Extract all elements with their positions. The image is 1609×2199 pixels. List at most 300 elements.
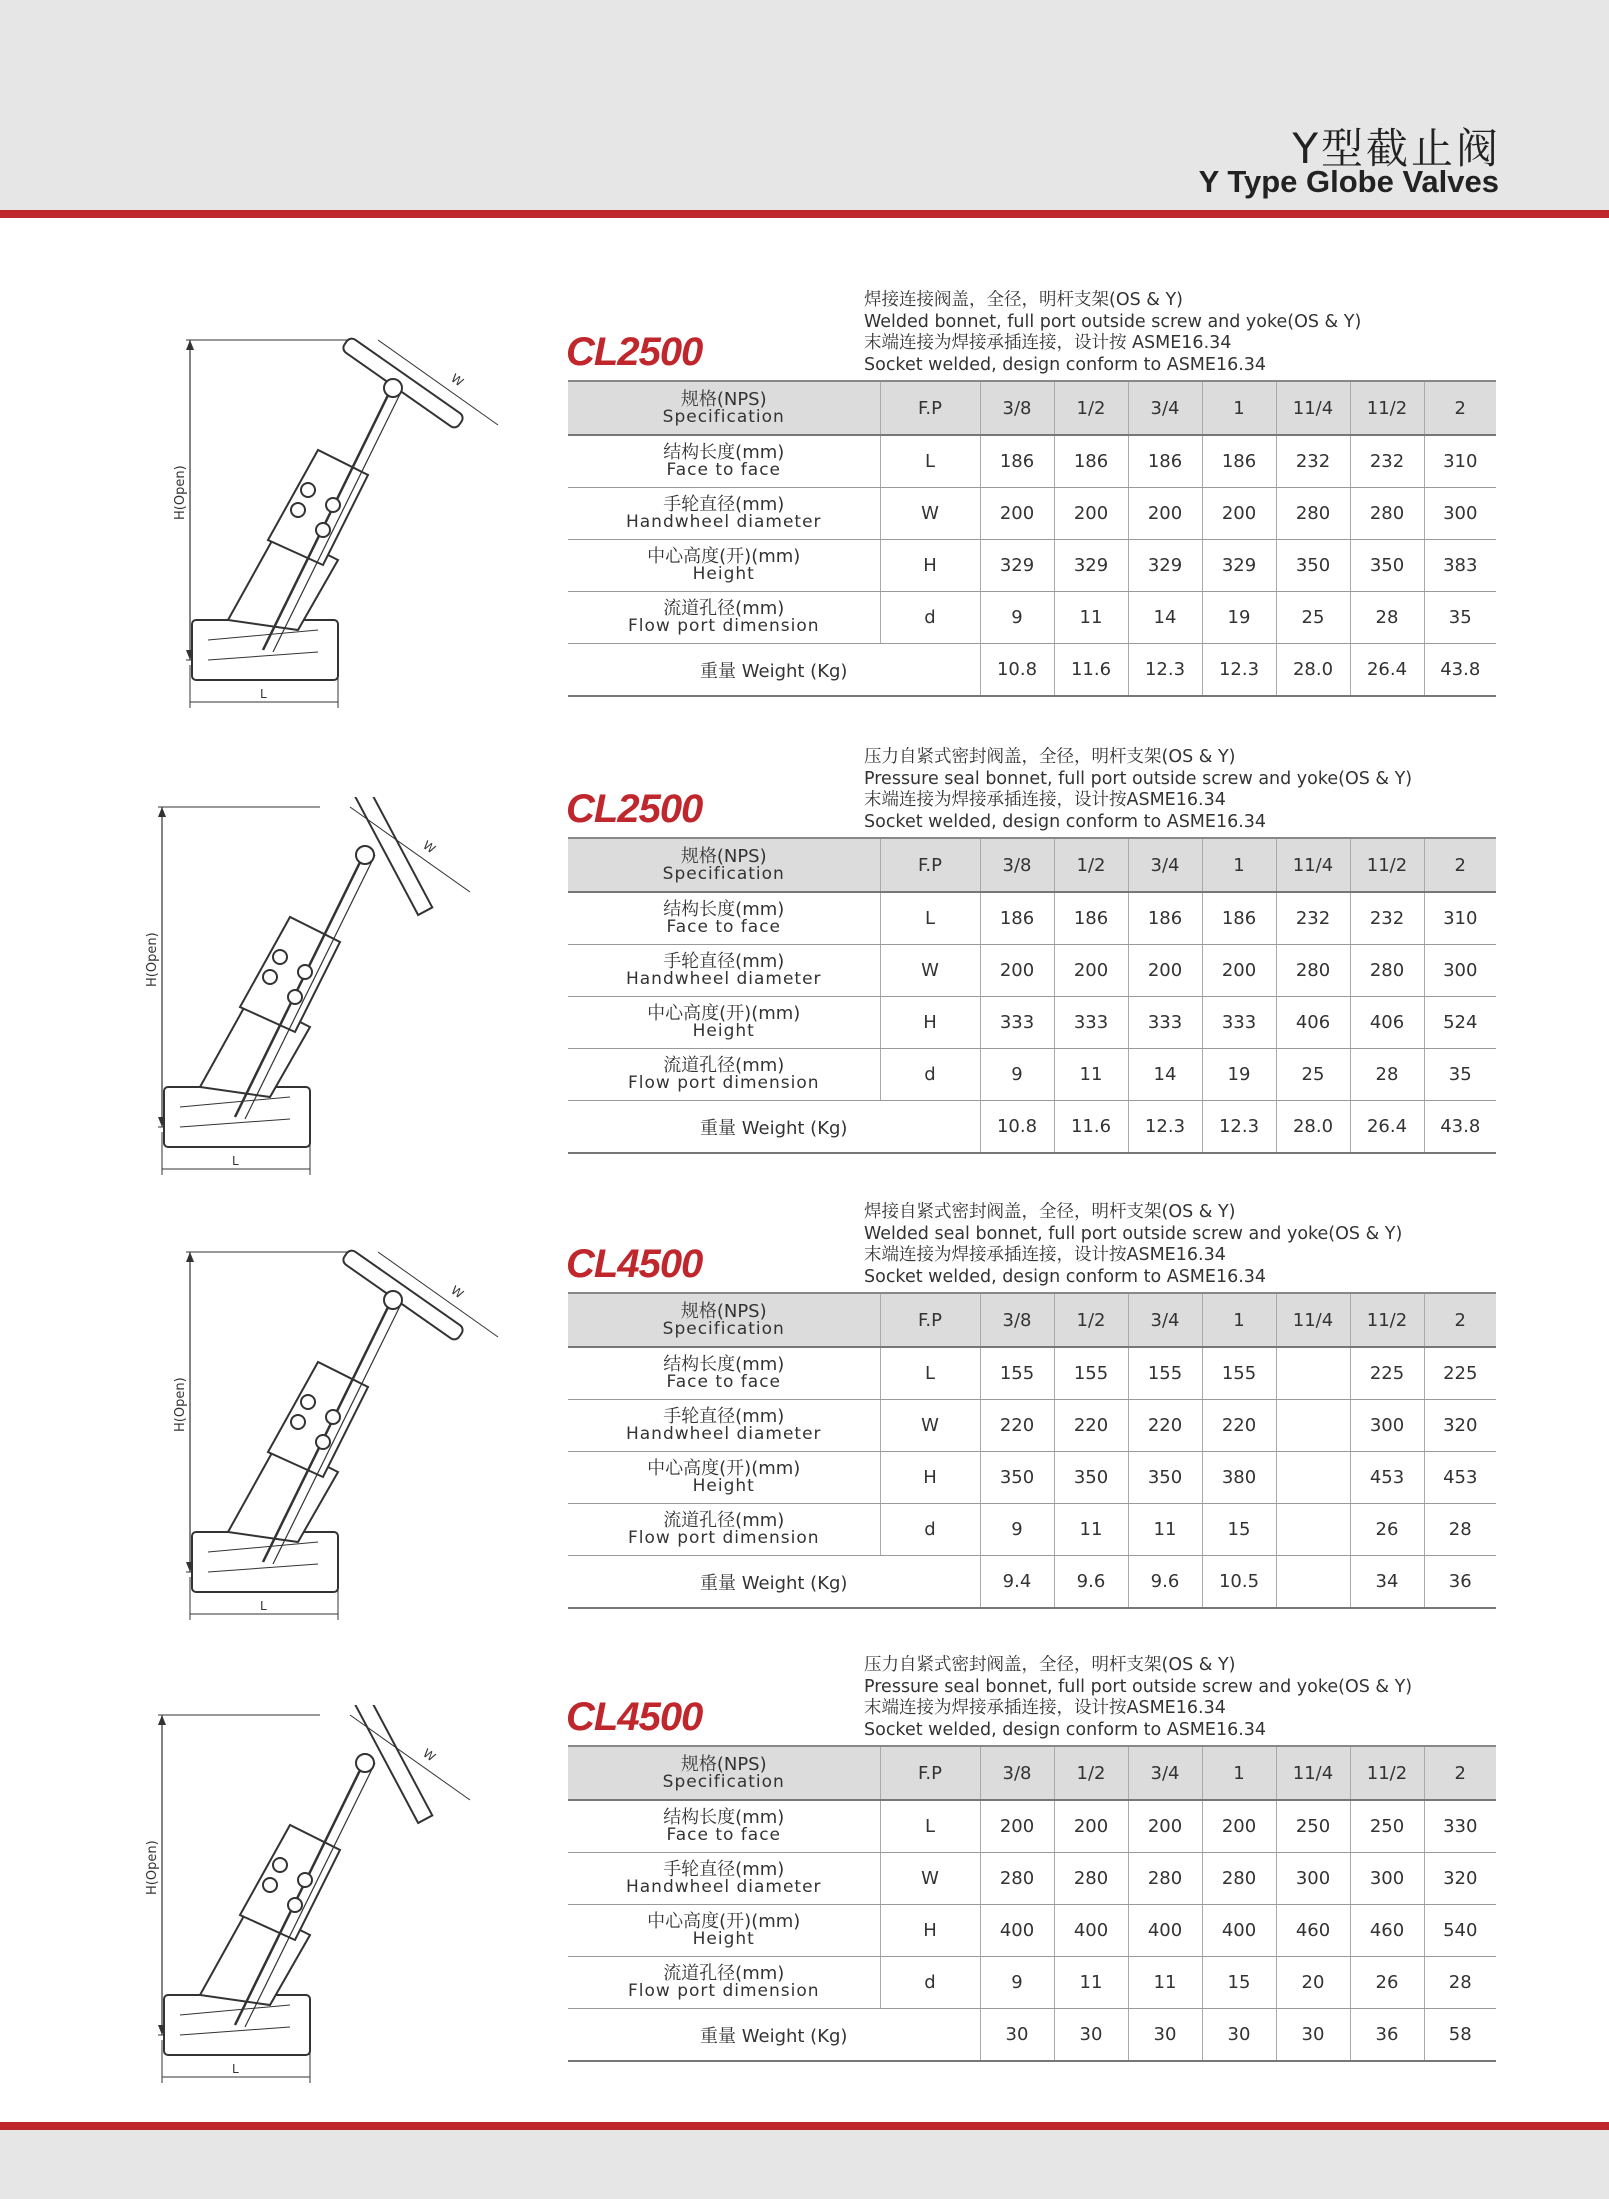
- row-label-cn: 中心高度(开)(mm): [647, 546, 801, 567]
- bonnet-bolt: [301, 1395, 315, 1409]
- row-symbol: H: [880, 1452, 980, 1504]
- table-cell: 11: [1054, 1049, 1128, 1101]
- table-cell: 15: [1202, 1957, 1276, 2009]
- table-cell: 30: [1202, 2009, 1276, 2062]
- row-weight: [568, 1556, 1496, 1609]
- height-arrow-top: [186, 1252, 194, 1262]
- row-label: [568, 1049, 880, 1101]
- row-symbol: H: [880, 1905, 980, 1957]
- table-cell: 30: [1054, 2009, 1128, 2062]
- table-cell: 30: [980, 2009, 1054, 2062]
- table-cell: 34: [1350, 1556, 1424, 1609]
- size-header: 2: [1424, 1746, 1496, 1800]
- height-dimension-label: H(Open): [173, 465, 188, 520]
- row-label-cn: 手轮直径(mm): [663, 1859, 785, 1880]
- row-label-cn: 流道孔径(mm): [663, 598, 785, 619]
- row-label-en: Height: [692, 1929, 755, 1949]
- table-cell: 9: [980, 592, 1054, 644]
- table-cell: 35: [1424, 1049, 1496, 1101]
- table-cell: 400: [1054, 1905, 1128, 1957]
- size-header: 3/4: [1128, 838, 1202, 892]
- bonnet-bolt: [263, 1878, 277, 1892]
- width-dimension-label: W: [448, 370, 467, 390]
- table-cell: 280: [1276, 945, 1350, 997]
- table-cell: 155: [1128, 1347, 1202, 1400]
- table-cell: 250: [1350, 1800, 1424, 1853]
- row-symbol: d: [880, 592, 980, 644]
- bonnet-bolt: [298, 1873, 312, 1887]
- row-label: [568, 1504, 880, 1556]
- length-dimension-label: L: [260, 687, 267, 701]
- spec-header-row: [568, 838, 1496, 892]
- table-cell: 220: [1128, 1400, 1202, 1452]
- table-cell: 155: [1202, 1347, 1276, 1400]
- size-header: 2: [1424, 1293, 1496, 1347]
- valve-drawing: [140, 1705, 540, 2089]
- size-header: 1/2: [1054, 1293, 1128, 1347]
- table-cell: [1276, 1400, 1350, 1452]
- row-flow-port: [568, 1049, 1496, 1101]
- table-cell: 20: [1276, 1957, 1350, 2009]
- row-handwheel-diameter: [568, 945, 1496, 997]
- row-label: [568, 1452, 880, 1504]
- table-cell: 36: [1424, 1556, 1496, 1609]
- table-cell: 330: [1424, 1800, 1496, 1853]
- table-cell: [1276, 1452, 1350, 1504]
- table-cell: [1276, 1504, 1350, 1556]
- table-cell: 9: [980, 1049, 1054, 1101]
- table-cell: 300: [1424, 945, 1496, 997]
- row-height: [568, 1905, 1496, 1957]
- table-cell: 280: [1054, 1853, 1128, 1905]
- table-cell: 26: [1350, 1504, 1424, 1556]
- table-cell: 200: [980, 488, 1054, 540]
- spec-header-row: [568, 1293, 1496, 1347]
- row-symbol: H: [880, 997, 980, 1049]
- size-header: 3/8: [980, 1746, 1054, 1800]
- row-symbol: L: [880, 1347, 980, 1400]
- row-symbol: H: [880, 540, 980, 592]
- row-label-en: Face to face: [666, 1372, 782, 1392]
- desc-line-cn2: 末端连接为焊接承插连接，设计按 ASME16.34: [864, 333, 1232, 353]
- spec-label-en: Specification: [662, 1318, 785, 1339]
- table-cell: 28: [1424, 1957, 1496, 2009]
- valve-drawing: [168, 1242, 568, 1626]
- bonnet-bolt: [326, 498, 340, 512]
- weight-label: 重量 Weight (Kg): [568, 2009, 980, 2062]
- desc-line-cn1: 压力自紧式密封阀盖，全径，明杆支架(OS & Y): [864, 1655, 1236, 1675]
- row-label: [568, 892, 880, 945]
- valve-drawing: [168, 330, 568, 714]
- row-label-cn: 中心高度(开)(mm): [647, 1911, 801, 1932]
- bonnet-bolt: [316, 1435, 330, 1449]
- row-weight: [568, 2009, 1496, 2062]
- bonnet-bolt: [291, 1415, 305, 1429]
- height-arrow-top: [158, 1715, 166, 1725]
- table-cell: 19: [1202, 592, 1276, 644]
- valve-drawing-svg: [140, 797, 540, 1177]
- spec-table: [568, 1292, 1496, 1609]
- table-cell: 220: [1202, 1400, 1276, 1452]
- row-label: [568, 1347, 880, 1400]
- table-cell: 453: [1424, 1452, 1496, 1504]
- table-cell: 186: [1128, 892, 1202, 945]
- row-label-en: Height: [692, 1021, 755, 1041]
- table-cell: 383: [1424, 540, 1496, 592]
- table-cell: 350: [1350, 540, 1424, 592]
- size-header: 3/4: [1128, 381, 1202, 435]
- row-symbol: d: [880, 1049, 980, 1101]
- table-cell: 200: [1128, 488, 1202, 540]
- table-cell: 333: [980, 997, 1054, 1049]
- bonnet-bolt: [288, 990, 302, 1004]
- table-cell: 329: [1202, 540, 1276, 592]
- desc-line-en1: Welded seal bonnet, full port outside screw and yoke(OS & Y): [864, 1223, 1403, 1244]
- bonnet-bolt: [298, 965, 312, 979]
- row-face-to-face: [568, 435, 1496, 488]
- bonnet-bolt: [316, 523, 330, 537]
- row-label-en: Face to face: [666, 460, 782, 480]
- row-height: [568, 1452, 1496, 1504]
- desc-line-en2: Socket welded, design conform to ASME16.34: [864, 1719, 1267, 1740]
- size-header: 11/2: [1350, 838, 1424, 892]
- size-header: 11/4: [1276, 1746, 1350, 1800]
- table-cell: 12.3: [1128, 1101, 1202, 1154]
- bonnet-bolt: [291, 503, 305, 517]
- row-label-cn: 结构长度(mm): [663, 442, 785, 463]
- page-title-en: Y Type Globe Valves: [1198, 164, 1499, 199]
- spec-label-cn: 规格(NPS): [680, 388, 767, 410]
- table-cell: 11: [1054, 1504, 1128, 1556]
- spec-header-row: [568, 381, 1496, 435]
- table-cell: 406: [1276, 997, 1350, 1049]
- table-cell: 329: [1054, 540, 1128, 592]
- spec-label: [568, 1746, 880, 1800]
- table-cell: 43.8: [1424, 644, 1496, 697]
- table-cell: 19: [1202, 1049, 1276, 1101]
- desc-line-en1: Pressure seal bonnet, full port outside screw and yoke(OS & Y): [864, 1676, 1413, 1697]
- table-cell: 12.3: [1202, 1101, 1276, 1154]
- row-label-cn: 结构长度(mm): [663, 1354, 785, 1375]
- table-cell: 26: [1350, 1957, 1424, 2009]
- table-cell: 186: [980, 435, 1054, 488]
- table-cell: 28: [1350, 1049, 1424, 1101]
- table-cell: 36: [1350, 2009, 1424, 2062]
- table-cell: 460: [1276, 1905, 1350, 1957]
- valve-body: [192, 1532, 338, 1592]
- table-cell: 280: [1202, 1853, 1276, 1905]
- bonnet-bolt: [326, 1410, 340, 1424]
- desc-line-cn2: 末端连接为焊接承插连接，设计按ASME16.34: [864, 790, 1226, 810]
- weight-label: 重量 Weight (Kg): [568, 644, 980, 697]
- table-cell: 300: [1424, 488, 1496, 540]
- row-label-en: Flow port dimension: [627, 616, 820, 636]
- table-cell: 333: [1054, 997, 1128, 1049]
- size-header: 2: [1424, 381, 1496, 435]
- table-cell: 333: [1128, 997, 1202, 1049]
- table-cell: 11.6: [1054, 644, 1128, 697]
- size-header: 1/2: [1054, 838, 1128, 892]
- table-cell: 186: [1128, 435, 1202, 488]
- row-symbol: L: [880, 892, 980, 945]
- row-label-en: Handwheel diameter: [625, 512, 822, 532]
- table-cell: 186: [1054, 435, 1128, 488]
- table-cell: 300: [1350, 1400, 1424, 1452]
- height-arrow-top: [186, 340, 194, 350]
- table-cell: 200: [1054, 945, 1128, 997]
- row-handwheel-diameter: [568, 1853, 1496, 1905]
- fp-header: F.P: [880, 381, 980, 435]
- size-header: 1: [1202, 1746, 1276, 1800]
- table-cell: 200: [1202, 945, 1276, 997]
- row-label-en: Flow port dimension: [627, 1981, 820, 2001]
- bonnet-bolt: [301, 483, 315, 497]
- row-label-en: Face to face: [666, 1825, 782, 1845]
- table-cell: 26.4: [1350, 644, 1424, 697]
- table-cell: 10.8: [980, 644, 1054, 697]
- spec-label-cn: 规格(NPS): [680, 1300, 767, 1322]
- handwheel-nut: [356, 846, 374, 864]
- size-header: 11/2: [1350, 1293, 1424, 1347]
- row-flow-port: [568, 1957, 1496, 2009]
- valve-drawing-svg: [168, 330, 568, 710]
- table-cell: 9: [980, 1957, 1054, 2009]
- width-dimension-label: W: [420, 1745, 439, 1765]
- table-cell: 524: [1424, 997, 1496, 1049]
- size-header: 1: [1202, 838, 1276, 892]
- footer-divider: [0, 2122, 1609, 2130]
- row-label: [568, 997, 880, 1049]
- size-header: 3/8: [980, 838, 1054, 892]
- spec-label: [568, 838, 880, 892]
- row-height: [568, 540, 1496, 592]
- row-label-en: Flow port dimension: [627, 1073, 820, 1093]
- row-symbol: W: [880, 1400, 980, 1452]
- table-cell: 12.3: [1202, 644, 1276, 697]
- desc-line-en1: Welded bonnet, full port outside screw and yoke(OS & Y): [864, 311, 1362, 332]
- size-header: 3/4: [1128, 1746, 1202, 1800]
- size-header: 11/2: [1350, 381, 1424, 435]
- desc-line-en2: Socket welded, design conform to ASME16.34: [864, 811, 1267, 832]
- desc-line-cn1: 压力自紧式密封阀盖，全径，明杆支架(OS & Y): [864, 747, 1236, 767]
- row-label: [568, 592, 880, 644]
- table-cell: 186: [1202, 435, 1276, 488]
- row-label: [568, 1957, 880, 2009]
- table-cell: 14: [1128, 592, 1202, 644]
- row-label-cn: 流道孔径(mm): [663, 1510, 785, 1531]
- size-header: 3/4: [1128, 1293, 1202, 1347]
- table-cell: 35: [1424, 592, 1496, 644]
- desc-line-en1: Pressure seal bonnet, full port outside screw and yoke(OS & Y): [864, 768, 1413, 789]
- valve-drawing-svg: [140, 1705, 540, 2085]
- row-label-cn: 手轮直径(mm): [663, 1406, 785, 1427]
- row-label: [568, 540, 880, 592]
- table-cell: 186: [980, 892, 1054, 945]
- valve-body: [192, 620, 338, 680]
- spec-label-en: Specification: [662, 1771, 785, 1792]
- table-cell: 9.4: [980, 1556, 1054, 1609]
- row-label-en: Face to face: [666, 917, 782, 937]
- table-cell: 250: [1276, 1800, 1350, 1853]
- table-cell: 329: [980, 540, 1054, 592]
- row-label: [568, 1905, 880, 1957]
- handwheel-nut: [384, 379, 402, 397]
- table-cell: 280: [1350, 945, 1424, 997]
- row-label-en: Height: [692, 564, 755, 584]
- row-handwheel-diameter: [568, 1400, 1496, 1452]
- spec-label-cn: 规格(NPS): [680, 845, 767, 867]
- row-symbol: L: [880, 1800, 980, 1853]
- row-label-cn: 结构长度(mm): [663, 1807, 785, 1828]
- table-cell: 11: [1054, 592, 1128, 644]
- size-header: 11/4: [1276, 838, 1350, 892]
- row-label-en: Handwheel diameter: [625, 1877, 822, 1897]
- table-cell: 14: [1128, 1049, 1202, 1101]
- table-cell: 28.0: [1276, 644, 1350, 697]
- table-cell: 58: [1424, 2009, 1496, 2062]
- row-label-cn: 流道孔径(mm): [663, 1963, 785, 1984]
- table-cell: 225: [1350, 1347, 1424, 1400]
- table-cell: 310: [1424, 892, 1496, 945]
- table-cell: 200: [1128, 1800, 1202, 1853]
- desc-line-cn2: 末端连接为焊接承插连接，设计按ASME16.34: [864, 1245, 1226, 1265]
- row-label: [568, 488, 880, 540]
- table-cell: 155: [1054, 1347, 1128, 1400]
- size-header: 11/4: [1276, 381, 1350, 435]
- row-symbol: W: [880, 1853, 980, 1905]
- table-cell: 380: [1202, 1452, 1276, 1504]
- row-symbol: d: [880, 1957, 980, 2009]
- table-cell: 25: [1276, 1049, 1350, 1101]
- spec-table: [568, 1745, 1496, 2062]
- row-height: [568, 997, 1496, 1049]
- row-label-cn: 中心高度(开)(mm): [647, 1458, 801, 1479]
- table-cell: 232: [1276, 892, 1350, 945]
- spec-table: [568, 380, 1496, 697]
- product-description: [864, 1202, 1402, 1288]
- table-cell: 9.6: [1054, 1556, 1128, 1609]
- row-label: [568, 1400, 880, 1452]
- model-class-label: CL4500: [566, 1695, 703, 1739]
- spec-label: [568, 381, 880, 435]
- table-cell: 400: [1128, 1905, 1202, 1957]
- height-dimension-label: H(Open): [145, 1840, 160, 1895]
- handwheel: [341, 336, 465, 429]
- bonnet-bolt: [273, 950, 287, 964]
- row-label-en: Height: [692, 1476, 755, 1496]
- height-dimension-label: H(Open): [145, 932, 160, 987]
- spec-header-row: [568, 1746, 1496, 1800]
- valve-body: [164, 1995, 310, 2055]
- table-cell: 400: [980, 1905, 1054, 1957]
- table-cell: 280: [1276, 488, 1350, 540]
- table-cell: 11.6: [1054, 1101, 1128, 1154]
- table-cell: 232: [1276, 435, 1350, 488]
- table-cell: 350: [1128, 1452, 1202, 1504]
- table-cell: 350: [980, 1452, 1054, 1504]
- desc-line-en2: Socket welded, design conform to ASME16.34: [864, 1266, 1267, 1287]
- row-label: [568, 945, 880, 997]
- table-cell: 9: [980, 1504, 1054, 1556]
- table-cell: 220: [1054, 1400, 1128, 1452]
- desc-line-cn1: 焊接自紧式密封阀盖，全径，明杆支架(OS & Y): [864, 1202, 1236, 1222]
- size-header: 1/2: [1054, 381, 1128, 435]
- row-label-en: Flow port dimension: [627, 1528, 820, 1548]
- length-dimension-label: L: [260, 1599, 267, 1613]
- row-weight: [568, 644, 1496, 697]
- product-description: [864, 290, 1361, 376]
- table-cell: 460: [1350, 1905, 1424, 1957]
- table-cell: 280: [980, 1853, 1054, 1905]
- table-cell: 200: [1202, 488, 1276, 540]
- table-cell: 350: [1276, 540, 1350, 592]
- spec-label-cn: 规格(NPS): [680, 1753, 767, 1775]
- row-symbol: L: [880, 435, 980, 488]
- table-cell: 25: [1276, 592, 1350, 644]
- table-cell: 28.0: [1276, 1101, 1350, 1154]
- table-cell: 186: [1202, 892, 1276, 945]
- product-description: [864, 1655, 1412, 1741]
- size-header: 11/4: [1276, 1293, 1350, 1347]
- row-label-cn: 流道孔径(mm): [663, 1055, 785, 1076]
- row-label-en: Handwheel diameter: [625, 1424, 822, 1444]
- table-cell: 333: [1202, 997, 1276, 1049]
- row-weight: [568, 1101, 1496, 1154]
- table-cell: [1276, 1347, 1350, 1400]
- height-dimension-label: H(Open): [173, 1377, 188, 1432]
- spec-label-en: Specification: [662, 863, 785, 884]
- length-dimension-label: L: [232, 2062, 239, 2076]
- size-header: 1/2: [1054, 1746, 1128, 1800]
- table-cell: 43.8: [1424, 1101, 1496, 1154]
- fp-header: F.P: [880, 1293, 980, 1347]
- row-face-to-face: [568, 892, 1496, 945]
- table-cell: 320: [1424, 1400, 1496, 1452]
- row-symbol: W: [880, 488, 980, 540]
- footer-band: [0, 2130, 1609, 2199]
- table-cell: 30: [1276, 2009, 1350, 2062]
- table-cell: 406: [1350, 997, 1424, 1049]
- spec-label-en: Specification: [662, 406, 785, 427]
- table-cell: 11: [1054, 1957, 1128, 2009]
- size-header: 3/8: [980, 1293, 1054, 1347]
- table-cell: 9.6: [1128, 1556, 1202, 1609]
- length-dimension-label: L: [232, 1154, 239, 1168]
- table-cell: 280: [1128, 1853, 1202, 1905]
- product-description: [864, 747, 1412, 833]
- table-cell: 329: [1128, 540, 1202, 592]
- bonnet-bolt: [263, 970, 277, 984]
- row-face-to-face: [568, 1347, 1496, 1400]
- size-header: 2: [1424, 838, 1496, 892]
- table-cell: 320: [1424, 1853, 1496, 1905]
- table-cell: 310: [1424, 435, 1496, 488]
- size-header: 1: [1202, 1293, 1276, 1347]
- row-label-cn: 手轮直径(mm): [663, 951, 785, 972]
- table-cell: 12.3: [1128, 644, 1202, 697]
- row-flow-port: [568, 1504, 1496, 1556]
- table-cell: 11: [1128, 1957, 1202, 2009]
- bonnet-bolt: [273, 1858, 287, 1872]
- table-cell: 28: [1424, 1504, 1496, 1556]
- handwheel: [341, 1248, 465, 1341]
- row-label: [568, 435, 880, 488]
- row-label: [568, 1853, 880, 1905]
- spec-label: [568, 1293, 880, 1347]
- fp-header: F.P: [880, 838, 980, 892]
- desc-line-en2: Socket welded, design conform to ASME16.34: [864, 354, 1267, 375]
- table-cell: 300: [1350, 1853, 1424, 1905]
